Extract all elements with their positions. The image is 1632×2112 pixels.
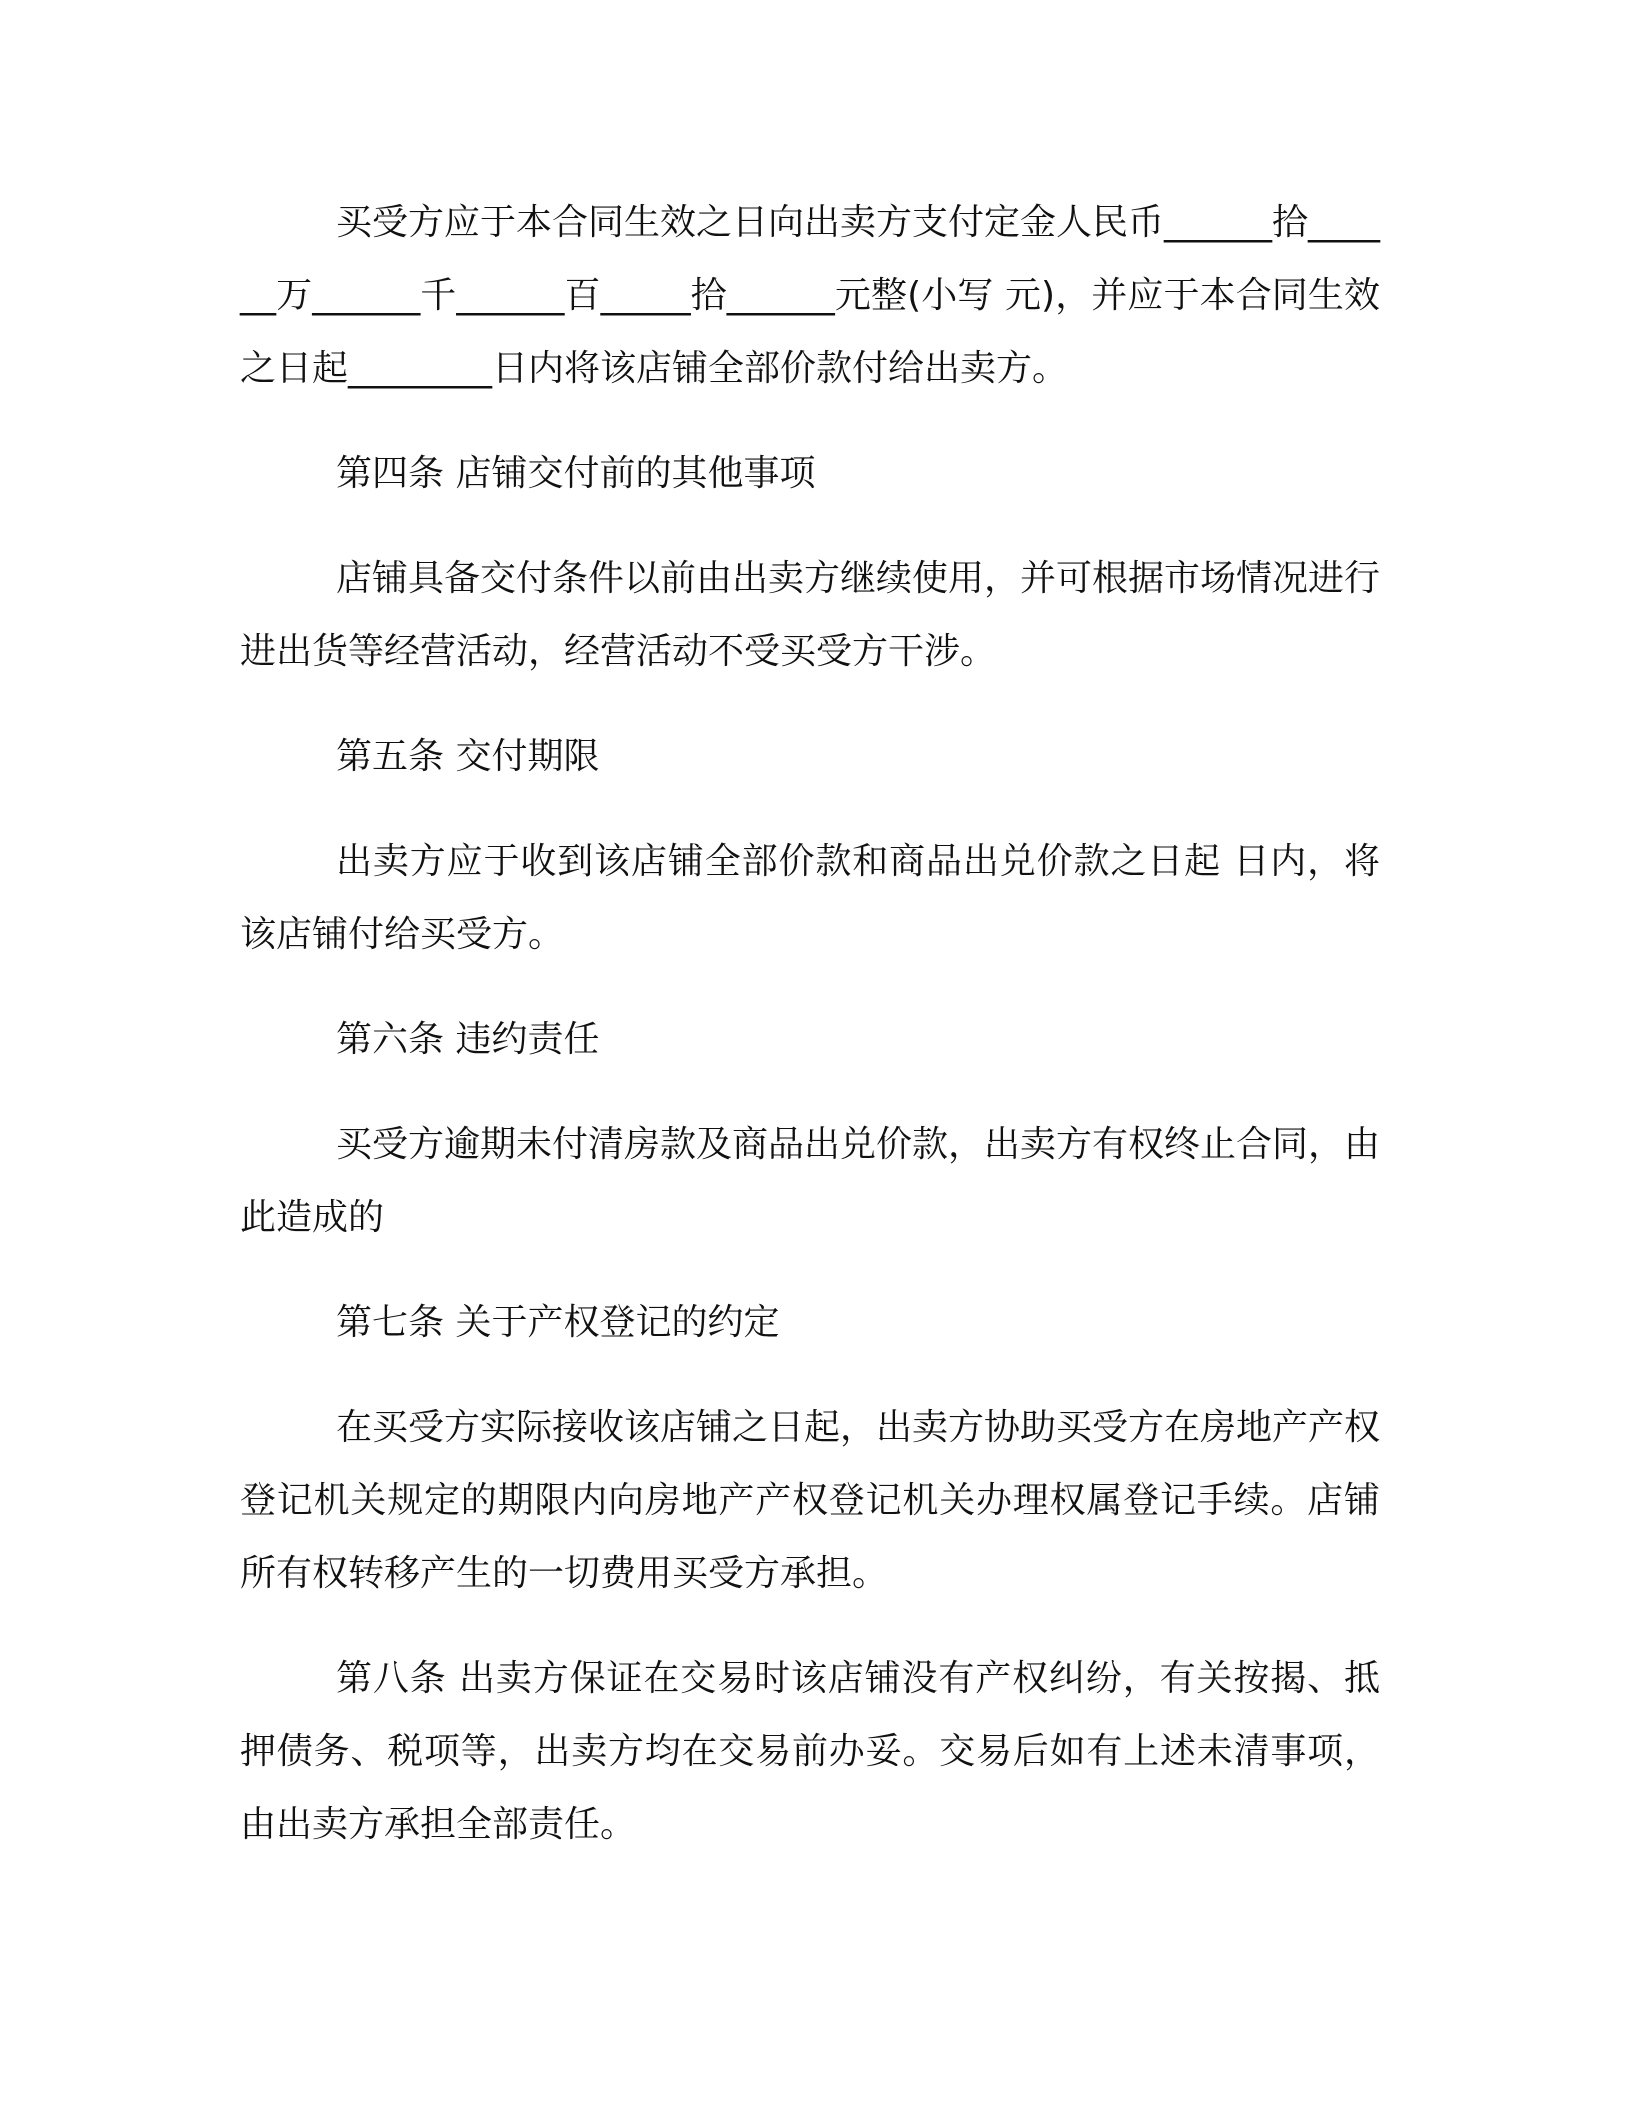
document-body <box>240 186 1380 1893</box>
article-5-heading: 第五条 交付期限 <box>336 736 600 777</box>
paragraph-breach-liability: 买受方逾期未付清房款及商品出兑价款，出卖方有权终止合同，由此造成的 <box>240 1124 1381 1238</box>
paragraph-deposit-payment: 买受方应于本合同生效之日向出卖方支付定金人民币______拾______万______千______百_____拾______元整(小写 元)，并应于本合同生效之日起________日内将该店铺全部价款付给出卖方。 <box>240 202 1381 389</box>
article-6-heading: 第六条 违约责任 <box>336 1019 600 1060</box>
paragraph-pre-delivery-use: 店铺具备交付条件以前由出卖方继续使用，并可根据市场情况进行进出货等经营活动，经营活动不受买受方干涉。 <box>240 558 1381 672</box>
paragraph-delivery-deadline: 出卖方应于收到该店铺全部价款和商品出兑价款之日起 日内，将该店铺付给买受方。 <box>240 841 1380 955</box>
paragraph-article-8-warranty: 第八条 出卖方保证在交易时该店铺没有产权纠纷，有关按揭、抵押债务、税项等，出卖方均在交易前办妥。交易后如有上述未清事项，由出卖方承担全部责任。 <box>240 1658 1380 1845</box>
article-7-heading: 第七条 关于产权登记的约定 <box>336 1302 780 1343</box>
paragraph-title-registration: 在买受方实际接收该店铺之日起，出卖方协助买受方在房地产产权登记机关规定的期限内向房地产产权登记机关办理权属登记手续。店铺所有权转移产生的一切费用买受方承担。 <box>240 1407 1381 1594</box>
article-4-heading: 第四条 店铺交付前的其他事项 <box>336 453 816 494</box>
